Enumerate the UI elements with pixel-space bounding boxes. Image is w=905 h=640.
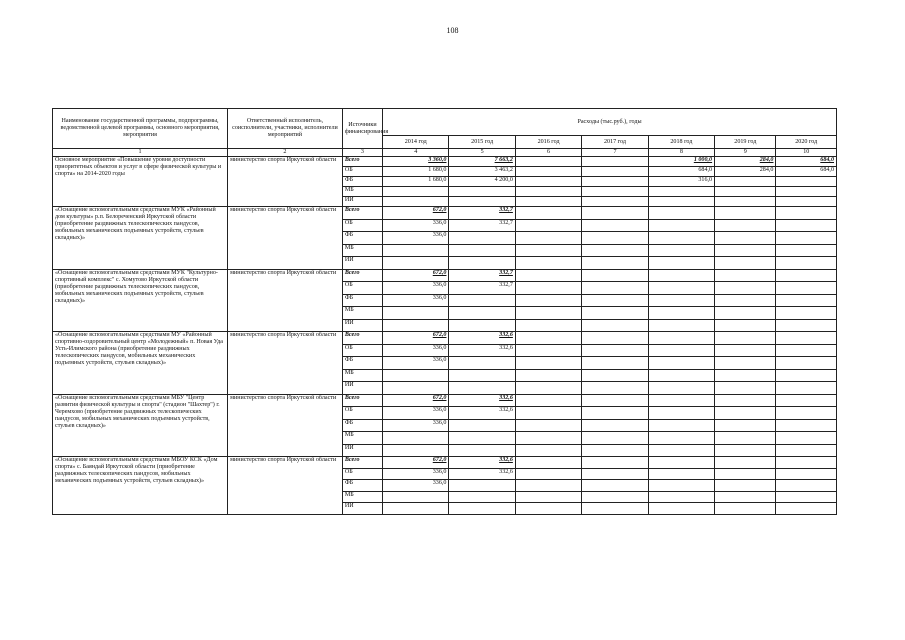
- expense-cell: [582, 332, 648, 345]
- header-col-number: 1: [53, 149, 228, 157]
- expense-cell: [715, 294, 776, 307]
- header-year: 2016 год: [515, 136, 581, 149]
- expense-cell: [449, 319, 515, 332]
- expense-cell: [515, 382, 581, 395]
- funding-source: ФБ: [342, 419, 382, 432]
- expense-cell: [515, 219, 581, 232]
- expense-cell: [515, 167, 581, 177]
- expense-cell: [383, 319, 449, 332]
- expense-cell: [582, 432, 648, 445]
- expense-cell: [515, 491, 581, 503]
- expense-cell: [715, 282, 776, 295]
- expense-cell: 316,0: [648, 177, 714, 187]
- expense-cell: 332,6: [449, 468, 515, 480]
- expense-cell: [776, 207, 837, 220]
- expense-cell: [648, 357, 714, 370]
- expense-cell: 332,7: [449, 282, 515, 295]
- expense-cell: 284,0: [715, 157, 776, 167]
- expense-cell: [383, 187, 449, 197]
- expense-cell: [776, 244, 837, 257]
- expense-cell: [715, 269, 776, 282]
- measure-name: Основное мероприятие «Повышение уровня доступности приоритетных объектов и услуг в сфере физической культуры и спорта» на 2014-2020 годы: [53, 157, 228, 207]
- expense-cell: [715, 177, 776, 187]
- header-year: 2015 год: [449, 136, 515, 149]
- measure-name: «Оснащение вспомогательными средствами МБУ "Центр развития физической культуры и спорта" (стадион "Шахтер") г. Черемхово (приобретение раздвижных телескопических пандусов, мобильных механических подъемных устройств, стульев складных)»: [53, 394, 228, 457]
- funding-source: МБ: [342, 491, 382, 503]
- header-col-number: 8: [648, 149, 714, 157]
- expense-cell: [776, 269, 837, 282]
- expense-cell: [648, 432, 714, 445]
- expense-cell: [648, 232, 714, 245]
- funding-source: МБ: [342, 432, 382, 445]
- expense-cell: [449, 307, 515, 320]
- expense-cell: [515, 282, 581, 295]
- header-year: 2018 год: [648, 136, 714, 149]
- expense-cell: [515, 419, 581, 432]
- expense-cell: [582, 177, 648, 187]
- responsible-executor: министерство спорта Иркутской области: [228, 157, 343, 207]
- expense-cell: 336,0: [383, 219, 449, 232]
- expense-cell: [776, 503, 837, 515]
- expense-cell: 672,0: [383, 394, 449, 407]
- header-year: 2014 год: [383, 136, 449, 149]
- expense-cell: [582, 369, 648, 382]
- funding-source: МБ: [342, 244, 382, 257]
- funding-source: Всего: [342, 332, 382, 345]
- expense-cell: [449, 491, 515, 503]
- expense-cell: [715, 232, 776, 245]
- expense-cell: [648, 219, 714, 232]
- expense-cell: [715, 382, 776, 395]
- measure-name: «Оснащение вспомогательными средствами МУ «Районный спортивно-оздоровительный центр «Молодежный» п. Новая Уда Усть-Илимского района (приобретение раздвижных телескопических пандусов, мобильных механических подъемных устройств, стульев складных)»: [53, 332, 228, 395]
- page-number: 108: [446, 26, 459, 35]
- expense-cell: 3 360,0: [383, 157, 449, 167]
- expense-cell: [776, 432, 837, 445]
- expense-cell: [515, 369, 581, 382]
- expense-cell: [715, 357, 776, 370]
- funding-source: ИИ: [342, 382, 382, 395]
- expense-cell: [515, 394, 581, 407]
- expense-cell: [582, 444, 648, 457]
- expense-cell: [515, 468, 581, 480]
- funding-source: ФБ: [342, 232, 382, 245]
- expense-cell: [715, 207, 776, 220]
- table-row: [53, 207, 837, 220]
- expense-cell: [449, 432, 515, 445]
- expense-cell: [715, 197, 776, 207]
- expense-cell: [776, 344, 837, 357]
- expense-cell: [515, 197, 581, 207]
- expense-cell: [648, 332, 714, 345]
- expense-cell: [383, 503, 449, 515]
- funding-source: ИИ: [342, 197, 382, 207]
- expense-cell: 672,0: [383, 269, 449, 282]
- expense-cell: [383, 244, 449, 257]
- funding-source: ФБ: [342, 357, 382, 370]
- expense-cell: [776, 419, 837, 432]
- expense-cell: [715, 491, 776, 503]
- expense-cell: [648, 457, 714, 469]
- expense-cell: [582, 257, 648, 270]
- header-responsible: Ответственный исполнитель, соисполнители, участники, исполнители мероприятий: [228, 109, 343, 149]
- expense-cell: [776, 187, 837, 197]
- expense-cell: [582, 187, 648, 197]
- expense-cell: [582, 269, 648, 282]
- expense-cell: [515, 344, 581, 357]
- expenditure-table: [52, 108, 837, 515]
- expense-cell: [582, 157, 648, 167]
- expense-cell: [449, 382, 515, 395]
- expense-cell: [582, 282, 648, 295]
- expense-cell: 332,6: [449, 457, 515, 469]
- expense-cell: 4 200,0: [449, 177, 515, 187]
- expense-cell: [648, 444, 714, 457]
- expense-cell: [776, 294, 837, 307]
- expense-cell: [383, 491, 449, 503]
- expense-cell: [715, 244, 776, 257]
- expense-cell: [648, 419, 714, 432]
- expense-cell: [776, 257, 837, 270]
- expense-cell: [648, 407, 714, 420]
- expense-cell: [776, 307, 837, 320]
- header-col-number: 7: [582, 149, 648, 157]
- expense-cell: [776, 197, 837, 207]
- expense-cell: 332,6: [449, 332, 515, 345]
- expense-cell: [582, 357, 648, 370]
- expense-cell: [648, 394, 714, 407]
- header-sources: Источники финансирования: [342, 109, 382, 149]
- expense-cell: [648, 244, 714, 257]
- expense-cell: [715, 307, 776, 320]
- expense-cell: [449, 244, 515, 257]
- responsible-executor: министерство спорта Иркутской области: [228, 457, 343, 515]
- responsible-executor: министерство спорта Иркутской области: [228, 332, 343, 395]
- expense-cell: [449, 357, 515, 370]
- expense-cell: 684,0: [648, 167, 714, 177]
- expense-cell: 336,0: [383, 357, 449, 370]
- expense-cell: [449, 257, 515, 270]
- expense-cell: [648, 503, 714, 515]
- expense-cell: [648, 197, 714, 207]
- funding-source: ОБ: [342, 282, 382, 295]
- expense-cell: [383, 197, 449, 207]
- funding-source: ФБ: [342, 294, 382, 307]
- expense-cell: [715, 444, 776, 457]
- funding-source: ИИ: [342, 319, 382, 332]
- expense-cell: [383, 432, 449, 445]
- expense-cell: [776, 491, 837, 503]
- expense-cell: [515, 207, 581, 220]
- expense-cell: [715, 503, 776, 515]
- expense-cell: 332,6: [449, 394, 515, 407]
- expense-cell: [449, 419, 515, 432]
- expense-cell: [776, 369, 837, 382]
- funding-source: ИИ: [342, 444, 382, 457]
- expense-cell: [648, 187, 714, 197]
- header-expenses: Расходы (тыс.руб.), годы: [383, 109, 837, 136]
- expense-cell: [449, 232, 515, 245]
- expense-cell: 336,0: [383, 232, 449, 245]
- expense-cell: [582, 232, 648, 245]
- expense-cell: [776, 480, 837, 492]
- funding-source: ФБ: [342, 177, 382, 187]
- header-col-number: 3: [342, 149, 382, 157]
- header-col-number: 6: [515, 149, 581, 157]
- expense-cell: [715, 319, 776, 332]
- expense-cell: [515, 319, 581, 332]
- expense-cell: [715, 344, 776, 357]
- expense-cell: [582, 307, 648, 320]
- funding-source: Всего: [342, 394, 382, 407]
- expense-cell: [515, 357, 581, 370]
- expense-cell: [582, 503, 648, 515]
- expense-cell: [582, 344, 648, 357]
- expense-cell: [715, 332, 776, 345]
- expense-cell: [515, 480, 581, 492]
- expense-cell: 672,0: [383, 457, 449, 469]
- expense-cell: 672,0: [383, 332, 449, 345]
- table-row: [53, 157, 837, 167]
- expense-cell: [582, 480, 648, 492]
- expense-cell: [648, 257, 714, 270]
- expense-cell: [648, 344, 714, 357]
- funding-source: Всего: [342, 157, 382, 167]
- expense-cell: 332,7: [449, 219, 515, 232]
- expense-cell: [582, 468, 648, 480]
- expense-cell: [715, 457, 776, 469]
- expense-cell: [449, 444, 515, 457]
- expense-cell: [515, 307, 581, 320]
- expense-cell: 336,0: [383, 468, 449, 480]
- expense-cell: [515, 157, 581, 167]
- expense-cell: [776, 407, 837, 420]
- expense-cell: 332,7: [449, 207, 515, 220]
- funding-source: МБ: [342, 369, 382, 382]
- expense-cell: [582, 457, 648, 469]
- table-row: [53, 457, 837, 469]
- expense-cell: 336,0: [383, 344, 449, 357]
- expense-cell: [648, 282, 714, 295]
- expense-cell: [582, 167, 648, 177]
- responsible-executor: министерство спорта Иркутской области: [228, 394, 343, 457]
- expense-cell: [648, 319, 714, 332]
- expense-cell: [449, 369, 515, 382]
- expense-cell: [582, 294, 648, 307]
- measure-name: «Оснащение вспомогательными средствами МУК "Культурно-спортивный комплекс" с. Хомутово Иркутской области (приобретение раздвижных телескопических пандусов, мобильных механических подъемных устройств, стульев складных)»: [53, 269, 228, 332]
- table-row: [53, 394, 837, 407]
- expense-cell: [648, 207, 714, 220]
- expense-cell: [515, 244, 581, 257]
- expense-cell: [715, 468, 776, 480]
- expense-cell: [715, 432, 776, 445]
- expense-cell: 284,0: [715, 167, 776, 177]
- expense-cell: [582, 219, 648, 232]
- expense-cell: [648, 269, 714, 282]
- header-name: Наименование государственной программы, подпрограммы, ведомственной целевой программы, основного мероприятия, мероприятия: [53, 109, 228, 149]
- expense-cell: 1 680,0: [383, 167, 449, 177]
- funding-source: ОБ: [342, 407, 382, 420]
- funding-source: ОБ: [342, 468, 382, 480]
- expense-cell: [648, 491, 714, 503]
- expense-cell: [715, 480, 776, 492]
- expense-cell: [776, 444, 837, 457]
- header-year: 2019 год: [715, 136, 776, 149]
- expense-cell: 684,0: [776, 167, 837, 177]
- expense-cell: 332,6: [449, 344, 515, 357]
- expense-cell: 336,0: [383, 294, 449, 307]
- expense-cell: 332,7: [449, 269, 515, 282]
- expense-cell: 1 000,0: [648, 157, 714, 167]
- expense-cell: 332,6: [449, 407, 515, 420]
- expense-cell: [715, 419, 776, 432]
- expense-cell: [449, 503, 515, 515]
- expense-cell: [449, 294, 515, 307]
- expense-cell: [715, 219, 776, 232]
- expense-cell: [715, 407, 776, 420]
- measure-name: «Оснащение вспомогательными средствами МБОУ КСК «Дом спорта» с. Баяндай Иркутской области (приобретение раздвижных телескопических пандусов, мобильных механических подъемных устройств, стульев складных)»: [53, 457, 228, 515]
- expense-cell: [515, 177, 581, 187]
- expense-cell: [776, 282, 837, 295]
- expense-cell: [776, 177, 837, 187]
- expense-cell: [515, 444, 581, 457]
- expense-cell: [715, 369, 776, 382]
- header-year: 2017 год: [582, 136, 648, 149]
- expense-cell: 672,0: [383, 207, 449, 220]
- funding-source: МБ: [342, 307, 382, 320]
- header-col-number: 4: [383, 149, 449, 157]
- expense-cell: [515, 257, 581, 270]
- expense-cell: [776, 457, 837, 469]
- expense-cell: [515, 269, 581, 282]
- expense-cell: [582, 207, 648, 220]
- expense-cell: [515, 503, 581, 515]
- header-col-number: 5: [449, 149, 515, 157]
- funding-source: Всего: [342, 207, 382, 220]
- expense-cell: [715, 394, 776, 407]
- expense-cell: [582, 491, 648, 503]
- expense-cell: 684,0: [776, 157, 837, 167]
- funding-source: ИИ: [342, 503, 382, 515]
- expense-cell: [383, 257, 449, 270]
- expense-cell: [715, 257, 776, 270]
- expense-cell: [648, 294, 714, 307]
- expense-cell: [383, 444, 449, 457]
- expense-cell: 3 463,2: [449, 167, 515, 177]
- expense-cell: [449, 187, 515, 197]
- table-row: [53, 332, 837, 345]
- expense-cell: [776, 332, 837, 345]
- expense-cell: [648, 369, 714, 382]
- expense-cell: [515, 294, 581, 307]
- measure-name: «Оснащение вспомогательными средствами МУК «Районный дом культуры» р.п. Белореченский Иркутской области (приобретение раздвижных телескопических пандусов, мобильных механических подъемных устройств, стульев складных)»: [53, 207, 228, 270]
- expense-cell: [449, 197, 515, 207]
- table-row: [53, 269, 837, 282]
- expense-cell: 336,0: [383, 419, 449, 432]
- expense-cell: [776, 219, 837, 232]
- expense-cell: [515, 332, 581, 345]
- expense-cell: [648, 480, 714, 492]
- funding-source: ОБ: [342, 219, 382, 232]
- expense-cell: 336,0: [383, 282, 449, 295]
- header-col-number: 9: [715, 149, 776, 157]
- expense-cell: [582, 419, 648, 432]
- funding-source: ОБ: [342, 344, 382, 357]
- funding-source: Всего: [342, 269, 382, 282]
- funding-source: ФБ: [342, 480, 382, 492]
- funding-source: ИИ: [342, 257, 382, 270]
- expense-cell: 7 663,2: [449, 157, 515, 167]
- expense-cell: [776, 319, 837, 332]
- expense-cell: [648, 468, 714, 480]
- expense-cell: 1 680,0: [383, 177, 449, 187]
- expense-cell: [776, 382, 837, 395]
- expense-cell: [515, 187, 581, 197]
- expense-cell: [515, 432, 581, 445]
- funding-source: МБ: [342, 187, 382, 197]
- funding-source: ОБ: [342, 167, 382, 177]
- expense-cell: [449, 480, 515, 492]
- expense-cell: [515, 407, 581, 420]
- expense-cell: [515, 457, 581, 469]
- header-col-number: 2: [228, 149, 343, 157]
- expense-cell: [515, 232, 581, 245]
- expense-cell: [582, 244, 648, 257]
- responsible-executor: министерство спорта Иркутской области: [228, 207, 343, 270]
- expense-cell: [582, 197, 648, 207]
- expense-cell: 336,0: [383, 407, 449, 420]
- expense-cell: 336,0: [383, 480, 449, 492]
- expense-cell: [383, 382, 449, 395]
- expense-cell: [648, 307, 714, 320]
- expense-cell: [582, 382, 648, 395]
- expense-cell: [776, 232, 837, 245]
- expense-cell: [383, 369, 449, 382]
- expense-cell: [776, 468, 837, 480]
- expense-cell: [582, 319, 648, 332]
- responsible-executor: министерство спорта Иркутской области: [228, 269, 343, 332]
- expense-cell: [715, 187, 776, 197]
- header-year: 2020 год: [776, 136, 837, 149]
- expense-cell: [776, 357, 837, 370]
- funding-source: Всего: [342, 457, 382, 469]
- expense-cell: [582, 394, 648, 407]
- expense-cell: [648, 382, 714, 395]
- expense-cell: [582, 407, 648, 420]
- expense-cell: [383, 307, 449, 320]
- header-col-number: 10: [776, 149, 837, 157]
- expense-cell: [776, 394, 837, 407]
